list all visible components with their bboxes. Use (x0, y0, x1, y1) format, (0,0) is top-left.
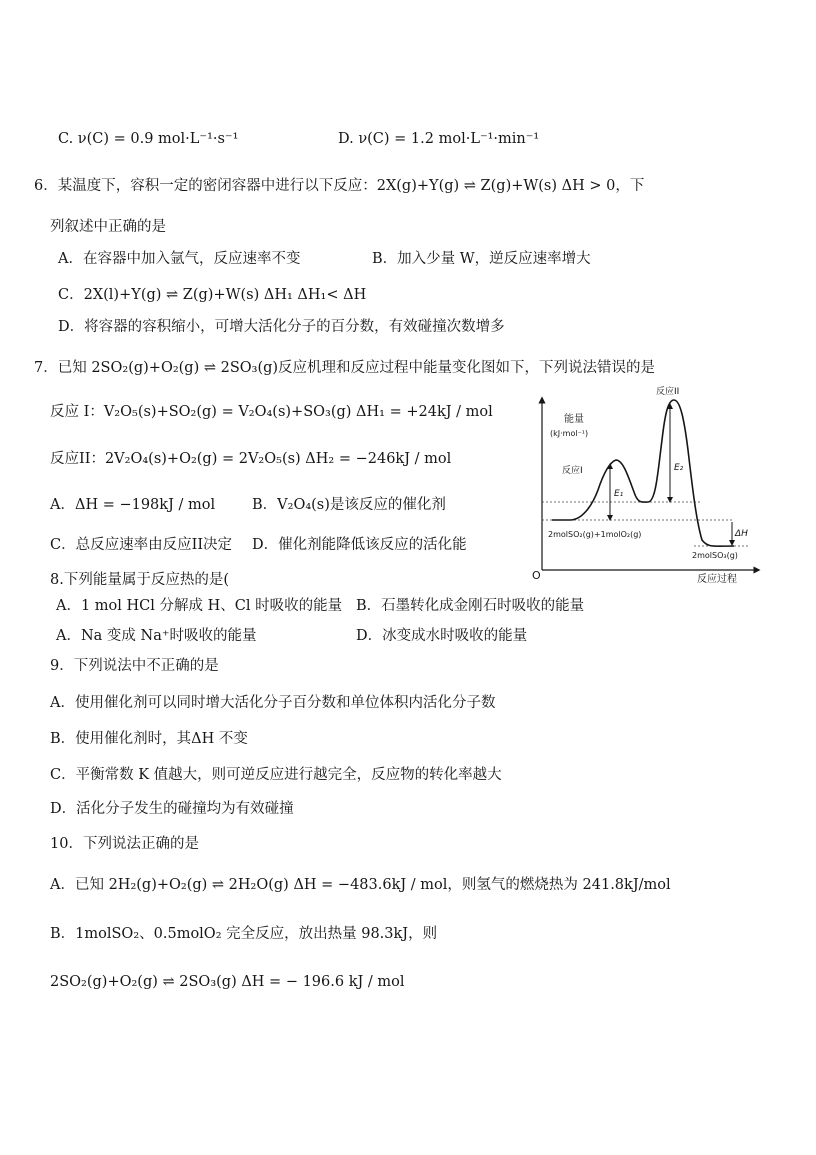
q6-option-b: B．加入少量 W，逆反应速率增大 (372, 251, 591, 267)
q7-option-a: A．ΔH = −198kJ / mol (50, 497, 216, 513)
q7-option-d: D．催化剂能降低该反应的活化能 (252, 537, 467, 553)
q8-stem: 8.下列能量属于反应热的是( (50, 572, 229, 588)
q7-stem: 7．已知 2SO₂(g)+O₂(g) ⇌ 2SO₃(g)反应机理和反应过程中能量变化图如下，下列说法错误的是 (34, 360, 656, 376)
e2-label: E₂ (674, 463, 684, 473)
q7-option-c: C．总反应速率由反应II决定 (50, 537, 233, 553)
x-axis-label: 反应过程 (697, 574, 737, 585)
q6-option-c: C．2X(l)+Y(g) ⇌ Z(g)+W(s) ΔH₁ ΔH₁< ΔH (58, 287, 367, 303)
q8-option-d: D．冰变成水时吸收的能量 (356, 628, 528, 644)
q9-option-d: D．活化分子发生的碰撞均为有效碰撞 (50, 801, 294, 817)
q10-option-b: B．1molSO₂、0.5molO₂ 完全反应，放出热量 98.3kJ，则 (50, 926, 438, 942)
q10-equation: 2SO₂(g)+O₂(g) ⇌ 2SO₃(g) ΔH = − 196.6 kJ / mol (50, 974, 405, 990)
dh-label: ΔH (735, 529, 748, 539)
q7-reaction-2: 反应II：2V₂O₄(s)+O₂(g) = 2V₂O₅(s) ΔH₂ = −246kJ / mol (50, 451, 452, 467)
reaction-1-label: 反应I (562, 466, 583, 476)
reactant-label: 2molSO₂(g)+1molO₂(g) (548, 530, 642, 539)
origin-label: O (532, 569, 541, 582)
q8-option-b: B．石墨转化成金刚石时吸收的能量 (356, 598, 585, 614)
q10-option-a: A．已知 2H₂(g)+O₂(g) ⇌ 2H₂O(g) ΔH = −483.6kJ / mol，则氢气的燃烧热为 241.8kJ/mol (50, 877, 671, 893)
product-label: 2molSO₃(g) (692, 551, 738, 560)
q9-option-b: B．使用催化剂时，其ΔH 不变 (50, 731, 248, 747)
energy-profile-diagram (522, 380, 762, 585)
q10-stem: 10．下列说法正确的是 (50, 836, 199, 852)
q9-option-a: A．使用催化剂可以同时增大活化分子百分数和单位体积内活化分子数 (50, 695, 496, 711)
q6-option-d: D．将容器的容积缩小，可增大活化分子的百分数，有效碰撞次数增多 (58, 319, 505, 335)
reaction-2-label: 反应II (656, 387, 680, 397)
q7-option-b: B．V₂O₄(s)是该反应的催化剂 (252, 497, 446, 513)
e1-label: E₁ (614, 489, 624, 499)
q6-option-a: A．在容器中加入氩气，反应速率不变 (58, 251, 301, 267)
q8-option-c: A．Na 变成 Na⁺时吸收的能量 (56, 628, 257, 644)
y-axis-unit: (kJ·mol⁻¹) (550, 429, 589, 438)
q8-option-a: A．1 mol HCl 分解成 H、Cl 时吸收的能量 (56, 598, 343, 614)
q9-option-c: C．平衡常数 K 值越大，则可逆反应进行越完全，反应物的转化率越大 (50, 767, 502, 783)
q7-reaction-1: 反应 I：V₂O₅(s)+SO₂(g) = V₂O₄(s)+SO₃(g) ΔH₁ = +24kJ / mol (50, 404, 493, 420)
q5-option-c: C. ν(C) = 0.9 mol·L⁻¹·s⁻¹ (58, 131, 239, 147)
q5-option-d: D. ν(C) = 1.2 mol·L⁻¹·min⁻¹ (338, 131, 540, 147)
y-axis-label: 能量 (564, 414, 584, 425)
q9-stem: 9．下列说法中不正确的是 (50, 658, 219, 674)
q6-stem: 6．某温度下，容积一定的密闭容器中进行以下反应：2X(g)+Y(g) ⇌ Z(g)+W(s) ΔH > 0，下 (34, 178, 645, 194)
q6-stem-cont: 列叙述中正确的是 (50, 219, 166, 235)
